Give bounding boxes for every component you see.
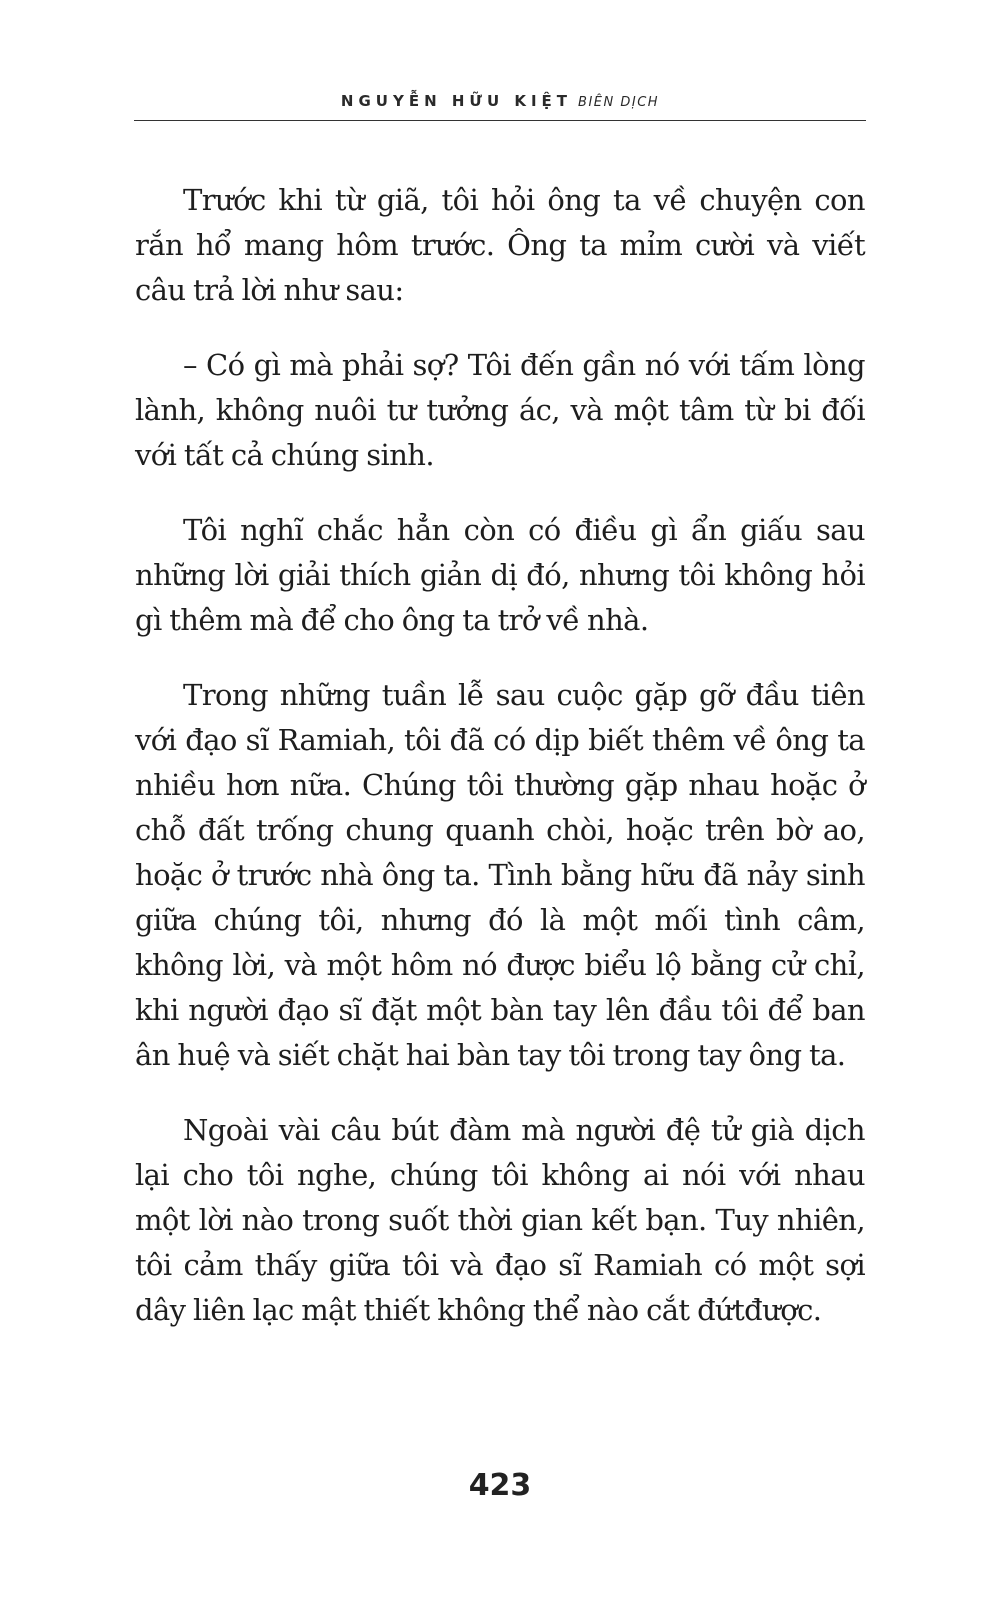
paragraph: Tôi nghĩ chắc hẳn còn có điều gì ẩn giấu sau những lời giải thích giản dị đó, nhưng tôi không hỏi gì thêm mà để cho ông ta trở về nhà. xyxy=(135,513,865,637)
running-header xyxy=(134,86,866,116)
header-author: NGUYỄN HỮU KIỆT xyxy=(340,92,573,110)
paragraph: – Có gì mà phải sợ? Tôi đến gần nó với tấm lòng lành, không nuôi tư tưởng ác, và một tâm từ bi đối với tất cả chúng sinh. xyxy=(135,348,865,472)
body-text xyxy=(135,178,865,1363)
header-divider xyxy=(134,120,866,121)
paragraph: Trước khi từ giã, tôi hỏi ông ta về chuyện con rắn hổ mang hôm trước. Ông ta mỉm cười và viết câu trả lời như sau: xyxy=(135,183,865,307)
header-role: BIÊN DỊCH xyxy=(578,95,660,110)
paragraph: Ngoài vài câu bút đàm mà người đệ tử già dịch lại cho tôi nghe, chúng tôi không ai nói với nhau một lời nào trong suốt thời gian kết bạn. Tuy nhiên, tôi cảm thấy giữa tôi và đạo sĩ Ramiah có một sợi dây liên lạc mật thiết không thể nào cắt đứtđược. xyxy=(135,1113,865,1327)
paragraph: Trong những tuần lễ sau cuộc gặp gỡ đầu tiên với đạo sĩ Ramiah, tôi đã có dịp biết thêm về ông ta nhiều hơn nữa. Chúng tôi thường gặp nhau hoặc ở chỗ đất trống chung quanh chòi, hoặc trên bờ ao, hoặc ở trước nhà ông ta. Tình bằng hữu đã nảy sinh giữa chúng tôi, nhưng đó là một mối tình câm, không lời, và một hôm nó được biểu lộ bằng cử chỉ, khi người đạo sĩ đặt một bàn tay lên đầu tôi để ban ân huệ và siết chặt hai bàn tay tôi trong tay ông ta. xyxy=(135,678,865,1072)
page-number: 423 xyxy=(468,1468,532,1503)
